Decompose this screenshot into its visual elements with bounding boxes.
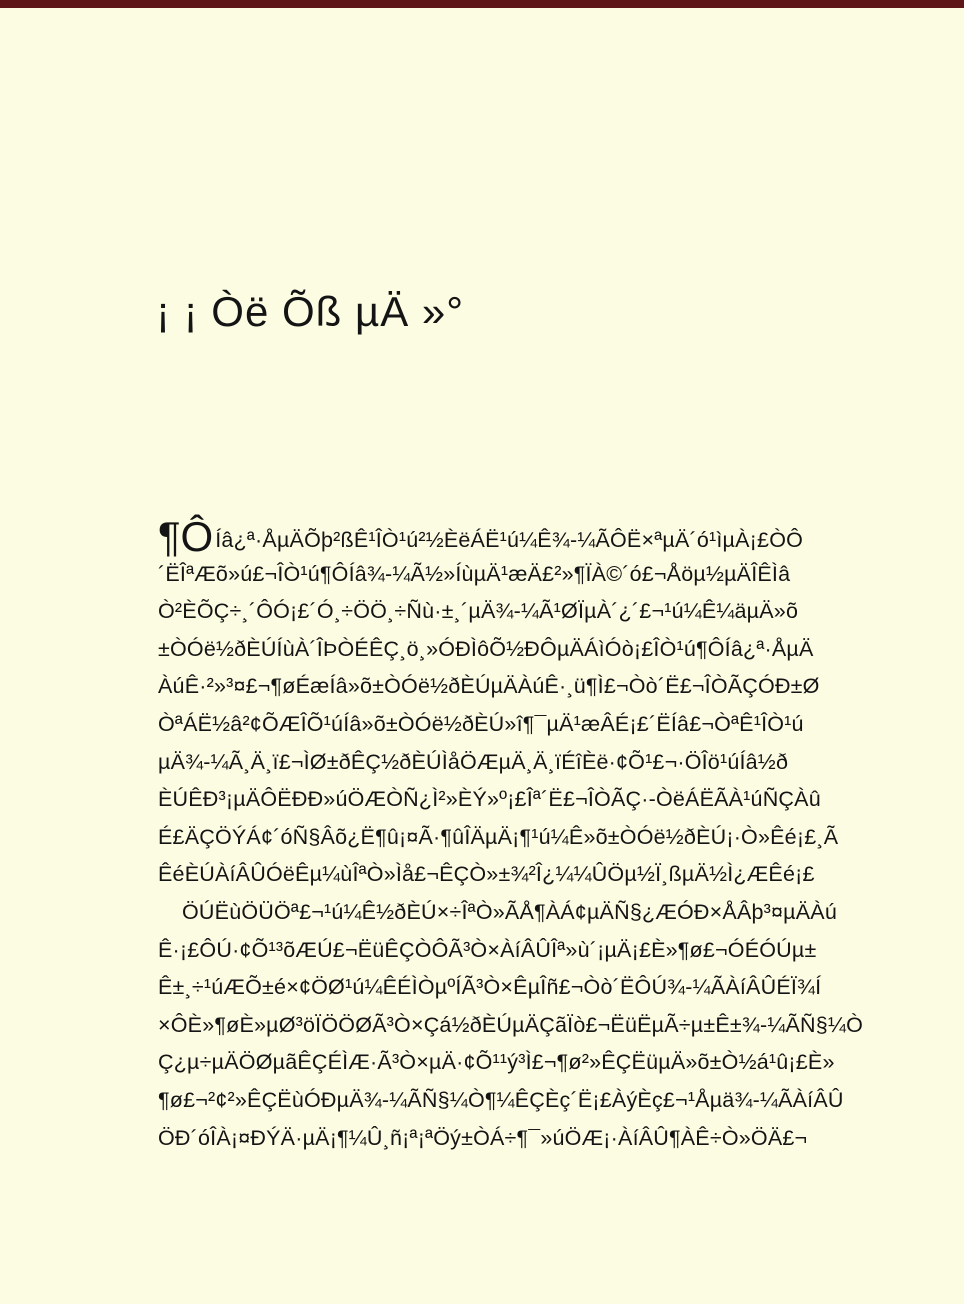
text-line: ×ÔÈ»¶øÈ»µØ³öÏÖÖØÃ³Ò×Çá½ðÈÚµÄÇãÏò£¬ËüËµÃ÷µ±Ê±¾-¼ÃÑ§¼Ò (158, 1012, 863, 1037)
text-line: ÈÚÊÐ³¡µÄÔËÐÐ»úÖÆÒÑ¿Ì²»ÈÝ»º¡£Îª´Ë£¬ÎÒÃÇ·-ÒëÁËÃÀ¹úÑÇÀû (158, 787, 821, 812)
text-line: Ò²ÈÕÇ÷¸´ÔÓ¡£´Ó¸÷ÖÖ¸÷Ñù·±¸´µÄ¾-¼Ã¹ØÏµÀ´¿´£¬¹ú¼Ê¼äµÄ»õ (158, 599, 799, 624)
paragraph-2 (158, 894, 863, 1157)
paragraph-1 (158, 513, 839, 894)
lead-character: ¶Ô (158, 513, 214, 560)
text-line: ´ËÎªÆõ»ú£¬ÎÒ¹ú¶ÔÍâ¾-¼Ã½»ÍùµÄ¹æÄ£²»¶ÏÀ©´ó£¬Åöµ½µÄÎÊÌâ (158, 561, 791, 586)
page-title: ¡ ¡ Òë Õß µÄ »° (156, 288, 465, 335)
text-line: ÊéÈÚÀíÂÛÓëÊµ¼ùÎªÒ»Ìå£¬ÊÇÒ»±¾²Î¿¼¼ÛÖµ½Ï¸ßµÄ½Ì¿ÆÊé¡£ (158, 862, 815, 887)
text-line: É£ÄÇÖÝÁ¢´óÑ§Âõ¿Ë¶û¡¤Ã·¶ûÎÄµÄ¡¶¹ú¼Ê»õ±ÒÓë½ðÈÚ¡·Ò»Êé¡£¸Ã (158, 824, 839, 849)
text-line: µÄ¾-¼Ã¸Ä¸ï£¬ÌØ±ðÊÇ½ðÈÚÌåÖÆµÄ¸Ä¸ïÉîÈë·¢Õ¹£¬·ÖÎö¹úÍâ½ð (158, 749, 789, 774)
text-line: ÒªÁË½â²¢ÕÆÎÕ¹úÍâ»õ±ÒÓë½ðÈÚ»î¶¯µÄ¹æÂÉ¡£´ËÍâ£¬ÒªÊ¹ÎÒ¹ú (158, 711, 804, 736)
text-line: ÖÚËùÖÜÖª£¬¹ú¼Ê½ðÈÚ×÷ÎªÒ»ÃÅ¶ÀÁ¢µÄÑ§¿ÆÓÐ×ÅÂþ³¤µÄÀú (182, 899, 837, 924)
body-text (158, 513, 863, 1157)
text-line: Ê·¡£ÔÚ·¢Õ¹³õÆÚ£¬ËüÊÇÒÔÃ³Ò×ÀíÂÛÎª»ù´¡µÄ¡£È»¶ø£¬ÓÉÓÚµ± (158, 937, 817, 962)
text-line (158, 513, 838, 560)
text-line: ±ÒÓë½ðÈÚÍùÀ´ÎÞÒÉÊÇ¸ö¸»ÓÐÌôÕ½ÐÔµÄÁìÓò¡£ÎÒ¹ú¶ÔÍâ¿ª·ÅµÄ (158, 636, 814, 661)
text-line: ÀúÊ·²»³¤£¬¶øÉæÍâ»õ±ÒÓë½ðÈÚµÄÀúÊ·¸ü¶Ì£¬Òò´Ë£¬ÎÒÃÇÓÐ±Ø (158, 674, 820, 699)
top-edge-bar (0, 0, 964, 8)
paragraph-2-lines (158, 894, 863, 1157)
text-line: Ç¿µ÷µÄÖØµãÊÇÉÌÆ·Ã³Ò×µÄ·¢Õ¹¹ý³Ì£¬¶ø²»ÊÇËüµÄ»õ±Ò½á¹û¡£È» (158, 1050, 835, 1075)
text-line: Ê±¸÷¹úÆÕ±é×¢ÖØ¹ú¼ÊÉÌÒµºÍÃ³Ò×ÊµÎñ£¬Òò´ËÔÚ¾-¼ÃÀíÂÛÉÏ¾Í (158, 975, 822, 1000)
paragraph-1-lines (158, 556, 838, 894)
text-line: ¶ø£¬²¢²»ÊÇËùÓÐµÄ¾-¼ÃÑ§¼Ò¶¼ÊÇÈç´Ë¡£ÀýÈç£¬¹Åµä¾-¼ÃÀíÂÛ (158, 1087, 844, 1112)
first-line-text: Íâ¿ª·ÅµÄÕþ²ßÊ¹ÎÒ¹ú²½ÈëÁË¹ú¼Ê¾-¼ÃÔË×ªµÄ´ó¹ìµÀ¡£ÒÔ (215, 528, 804, 552)
text-line: ÖÐ´óÎÀ¡¤ÐÝÄ·µÄ¡¶¼Û¸ñ¡ª¡ªÖý±ÒÁ÷¶¯»úÖÆ¡·ÀíÂÛ¶ÀÊ÷Ò»ÖÄ£¬ (158, 1125, 808, 1150)
